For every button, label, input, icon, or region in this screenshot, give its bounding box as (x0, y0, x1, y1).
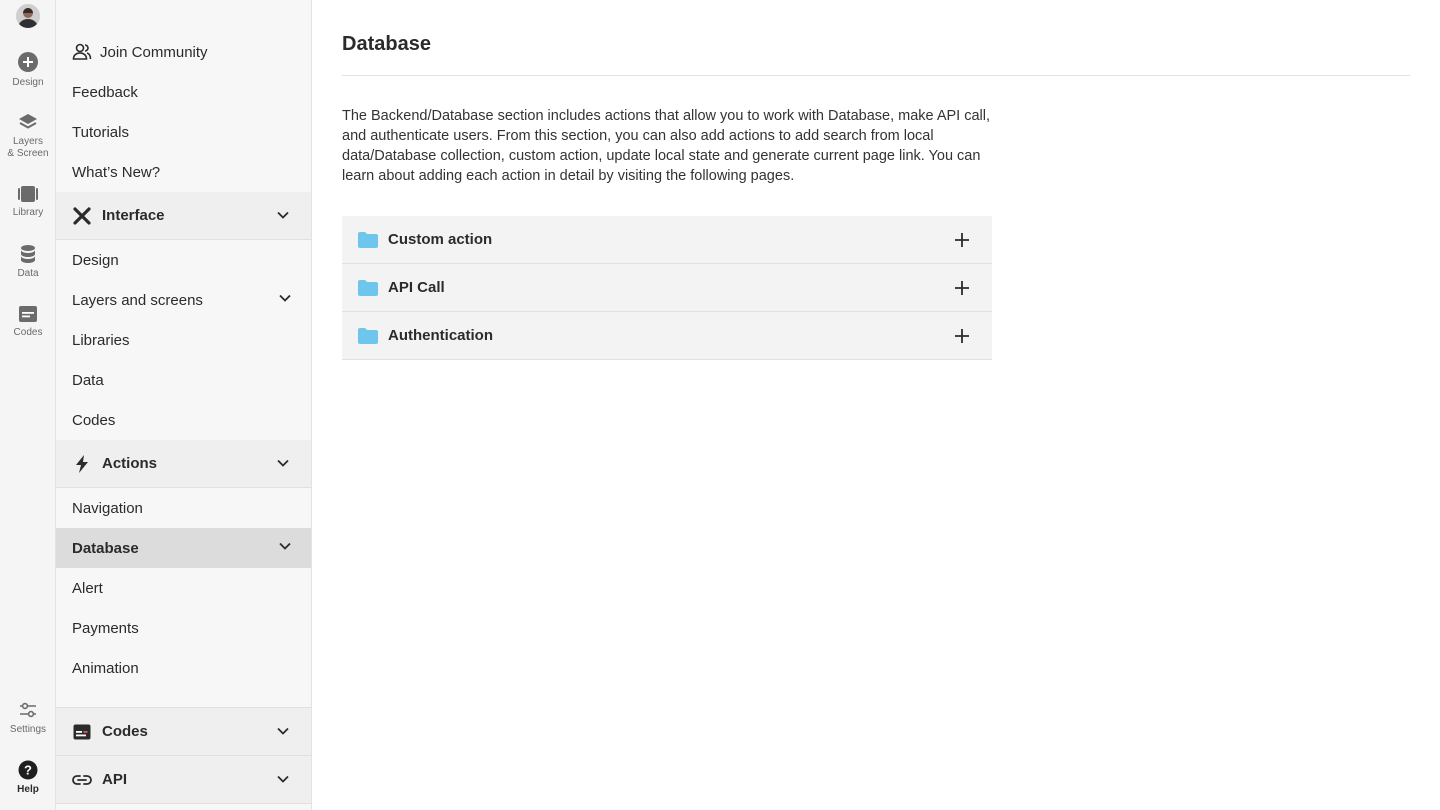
nav-animation[interactable] (56, 648, 311, 688)
accordion-authentication[interactable] (342, 312, 992, 360)
accordion-api-call[interactable] (342, 264, 992, 312)
rail-design[interactable] (0, 51, 56, 89)
help-icon (18, 760, 38, 780)
nav-label: Join Community (100, 43, 208, 61)
folder-icon (358, 232, 378, 248)
nav-alert[interactable] (56, 568, 311, 608)
rail-label: Codes (13, 327, 43, 338)
lightning-icon (72, 454, 92, 474)
rail-settings[interactable] (0, 700, 56, 736)
section-interface[interactable] (56, 192, 311, 240)
nav-label: Libraries (72, 331, 130, 349)
nav-label: Alert (72, 579, 103, 597)
nav-database[interactable] (56, 528, 311, 568)
accordion-title: Authentication (388, 327, 493, 344)
rail-data[interactable] (0, 244, 56, 280)
nav-label: Payments (72, 619, 139, 637)
section-title: Interface (102, 207, 165, 224)
section-codes[interactable] (56, 708, 311, 756)
database-icon (19, 244, 37, 264)
whats-new-link[interactable] (56, 152, 311, 192)
nav-label: Tutorials (72, 123, 129, 141)
rail-help[interactable] (0, 760, 56, 796)
rail-label: Help (17, 784, 39, 795)
chevron-down-icon (279, 542, 291, 550)
chevron-down-icon (277, 459, 289, 467)
chevron-down-icon (277, 211, 289, 219)
nav-design[interactable] (56, 240, 311, 280)
accordion-title: API Call (388, 279, 445, 296)
avatar[interactable] (16, 4, 40, 28)
join-community-link[interactable] (56, 32, 311, 72)
nav-data[interactable] (56, 360, 311, 400)
library-icon (17, 185, 39, 203)
rail-codes[interactable] (0, 305, 56, 339)
chevron-down-icon (277, 727, 289, 735)
nav-label: Design (72, 251, 119, 269)
page-title: Database (342, 33, 431, 55)
rail-layers[interactable] (0, 112, 56, 160)
nav-payments[interactable] (56, 608, 311, 648)
section-title: API (102, 771, 128, 788)
nav-label: What’s New? (72, 163, 161, 181)
plus-icon[interactable] (954, 328, 970, 344)
accordion-title: Custom action (388, 231, 493, 248)
rail-library[interactable] (0, 185, 56, 219)
section-api[interactable] (56, 756, 311, 804)
nav-label: Database (72, 539, 139, 557)
sliders-icon (18, 700, 38, 720)
feedback-link[interactable] (56, 72, 311, 112)
nav-label: Codes (72, 411, 116, 429)
rail-label: Layers & Screen (7, 136, 49, 159)
icon-rail (0, 0, 56, 810)
folder-icon (358, 328, 378, 344)
docs-sidebar (56, 0, 312, 810)
divider (342, 75, 1410, 76)
accordion-custom-action[interactable] (342, 216, 992, 264)
plus-icon[interactable] (954, 232, 970, 248)
folder-icon (358, 280, 378, 296)
nav-label: Feedback (72, 83, 138, 101)
plus-icon[interactable] (954, 280, 970, 296)
nav-label: Navigation (72, 499, 143, 517)
main-content (312, 0, 1440, 810)
nav-label: Data (72, 371, 104, 389)
codes-icon (18, 305, 38, 323)
chevron-down-icon (277, 775, 289, 783)
nav-label: Animation (72, 659, 139, 677)
rail-label: Settings (9, 724, 47, 735)
svg-text:?: ? (24, 762, 32, 778)
rail-label: Design (12, 77, 44, 88)
interface-icon (72, 206, 92, 226)
community-icon (72, 42, 92, 62)
intro-paragraph: The Backend/Database section includes actions that allow you to work with Database, make API call, and authenticate users. From this section, you can also add actions to add search from local data/Database collection, custom action, update local state and generate current page link. You can learn about adding each action in detail by visiting the following pages. (342, 108, 991, 184)
chevron-down-icon (279, 294, 291, 302)
rail-label: Data (17, 268, 39, 279)
layers-icon (17, 112, 39, 132)
section-title: Codes (102, 723, 148, 740)
nav-navigation[interactable] (56, 488, 311, 528)
codes-icon (72, 722, 92, 742)
section-actions[interactable] (56, 440, 311, 488)
nav-label: Layers and screens (72, 291, 203, 309)
plus-circle-icon (17, 51, 39, 73)
rail-label: Library (12, 207, 44, 218)
nav-libraries[interactable] (56, 320, 311, 360)
section-title: Actions (102, 455, 158, 472)
tutorials-link[interactable] (56, 112, 311, 152)
nav-codes[interactable] (56, 400, 311, 440)
link-icon (72, 770, 92, 790)
nav-layers-and-screens[interactable] (56, 280, 311, 320)
